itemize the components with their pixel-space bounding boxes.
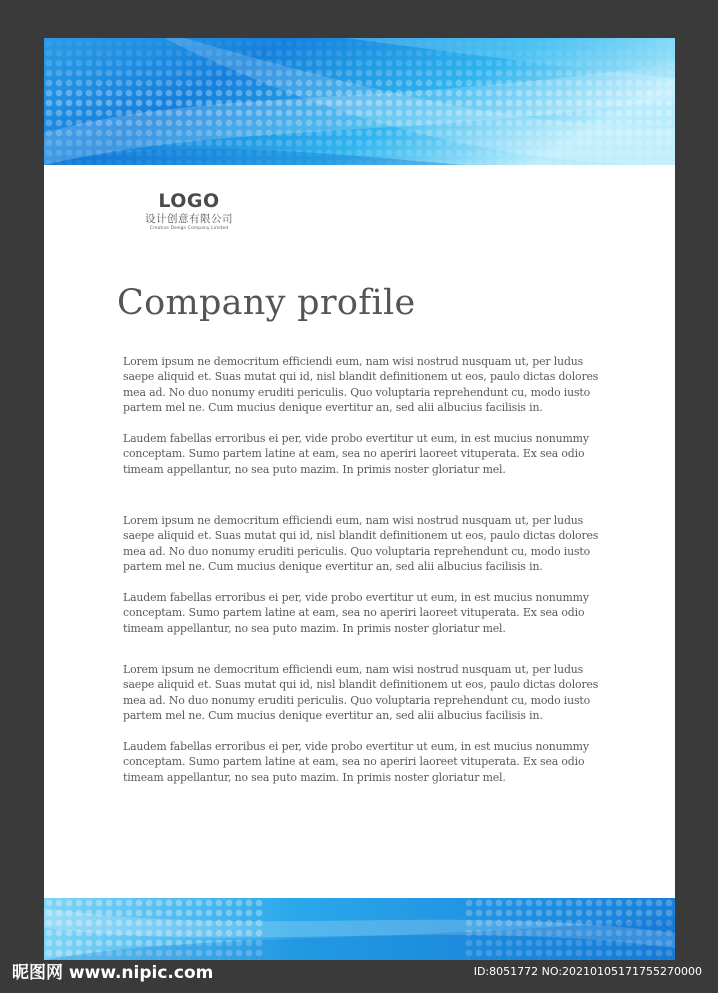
header-banner xyxy=(44,38,675,165)
company-logo xyxy=(128,190,250,232)
logo-mark: LOGO xyxy=(158,190,220,212)
letterhead-page xyxy=(44,38,675,960)
body-paragraph: Lorem ipsum ne democritum efficiendi eum, nam wisi nostrud nusquam ut, per ludus saepe aliquid et. Suas mutat qui id, nisl blandit definitionem ut eos, paulo dictas dolores mea ad. No duo nonumy eruditi periculis. Quo voluptaria reprehendunt cu, modo iusto partem mel ne. Cum mucius denique evertitur an, sed alii albucius facilisis in. xyxy=(123,663,599,722)
image-id-watermark: ID:8051772 NO:20210105171755270000 xyxy=(473,965,702,978)
body-paragraph: Laudem fabellas erroribus ei per, vide probo evertitur ut eum, in est mucius nonummy conceptam. Sumo partem latine at eam, sea no aperiri laoreet vituperata. Ex sea odio timeam appellantur, no sea puto mazim. In primis noster gloriatur mel. xyxy=(123,740,589,784)
footer-banner xyxy=(44,898,675,960)
company-name-cn: 设计创意有限公司 xyxy=(145,213,233,225)
body-paragraph: Laudem fabellas erroribus ei per, vide probo evertitur ut eum, in est mucius nonummy conceptam. Sumo partem latine at eam, sea no aperiri laoreet vituperata. Ex sea odio timeam appellantur, no sea puto mazim. In primis noster gloriatur mel. xyxy=(123,432,589,476)
page-title: Company profile xyxy=(117,283,416,323)
body-paragraph: Lorem ipsum ne democritum efficiendi eum, nam wisi nostrud nusquam ut, per ludus saepe aliquid et. Suas mutat qui id, nisl blandit definitionem ut eos, paulo dictas dolores mea ad. No duo nonumy eruditi periculis. Quo voluptaria reprehendunt cu, modo iusto partem mel ne. Cum mucius denique evertitur an, sed alii albucius facilisis in. xyxy=(123,355,599,414)
body-paragraph: Laudem fabellas erroribus ei per, vide probo evertitur ut eum, in est mucius nonummy conceptam. Sumo partem latine at eam, sea no aperiri laoreet vituperata. Ex sea odio timeam appellantur, no sea puto mazim. In primis noster gloriatur mel. xyxy=(123,591,589,635)
site-watermark: 昵图网 www.nipic.com xyxy=(12,963,214,983)
body-paragraph: Lorem ipsum ne democritum efficiendi eum, nam wisi nostrud nusquam ut, per ludus saepe aliquid et. Suas mutat qui id, nisl blandit definitionem ut eos, paulo dictas dolores mea ad. No duo nonumy eruditi periculis. Quo voluptaria reprehendunt cu, modo iusto partem mel ne. Cum mucius denique evertitur an, sed alii albucius facilisis in. xyxy=(123,514,599,573)
company-name-en: Creative Design Company Limited xyxy=(149,226,229,231)
